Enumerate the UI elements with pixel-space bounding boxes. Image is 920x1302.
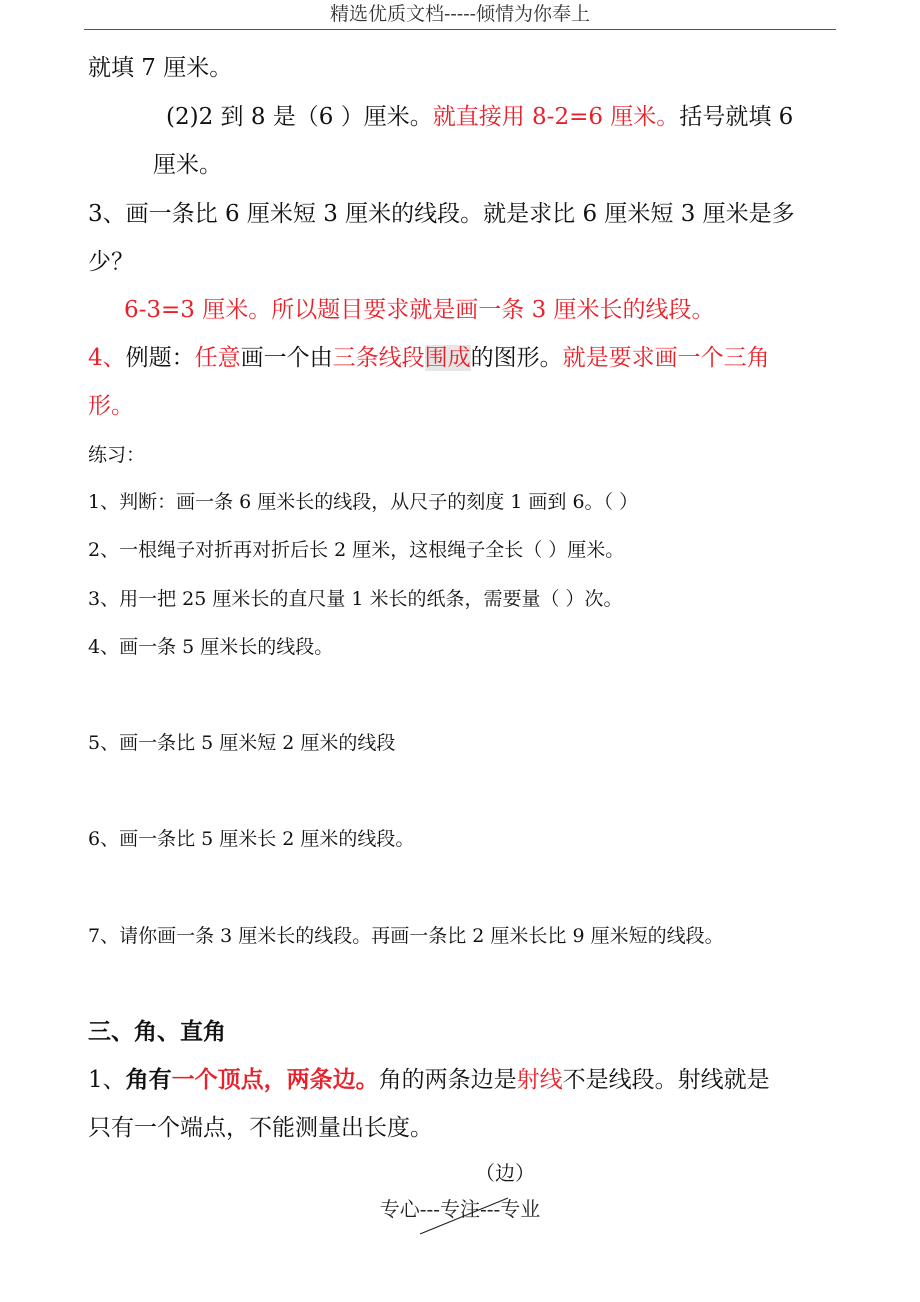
text-example: 例题： xyxy=(125,345,195,371)
section-p2: 只有一个端点，不能测量出长度。 xyxy=(88,1115,433,1141)
practice-q3: 3、用一把 25 厘米长的直尺量 1 米长的纸条，需要量（ ）次。 xyxy=(88,588,623,610)
text-vertex-sides: 一个顶点，两条边。 xyxy=(171,1066,379,1093)
text-three-segments: 三条线段 xyxy=(332,345,425,371)
line-item-4-cont: 形。 xyxy=(88,393,134,419)
practice-q1: 1、判断：画一条 6 厘米长的线段，从尺子的刻度 1 画到 6。（ ） xyxy=(88,491,639,513)
text-not-segment: 不是线段。射线就是 xyxy=(562,1067,770,1093)
section-title: 三、角、直角 xyxy=(88,1018,226,1045)
practice-q7: 7、请你画一条 3 厘米长的线段。再画一条比 2 厘米长比 9 厘米短的线段。 xyxy=(88,925,724,947)
text-num: 4、 xyxy=(88,345,126,371)
practice-q4: 4、画一条 5 厘米长的线段。 xyxy=(88,636,334,658)
text-question: (2)2 到 8 是（6 ）厘米。 xyxy=(166,104,433,130)
line-fill-7cm: 就填 7 厘米。 xyxy=(88,55,233,81)
text-answer: 括号就填 6 xyxy=(679,104,794,130)
edge-label: （边） xyxy=(475,1161,535,1185)
text-ray: 射线 xyxy=(516,1067,563,1093)
practice-q5: 5、画一条比 5 厘米短 2 厘米的线段 xyxy=(88,732,396,754)
page-header xyxy=(84,0,836,30)
text-draw: 画一个由 xyxy=(240,345,333,371)
section-p1 xyxy=(88,1065,770,1095)
line-cm: 厘米。 xyxy=(153,152,222,178)
line-item-4 xyxy=(88,343,770,373)
text-explanation: 就直接用 8-2=6 厘米。 xyxy=(432,104,680,130)
header-title: 精选优质文档-----倾情为你奉上 xyxy=(329,3,591,25)
footer-text: 专心---专注---专业 xyxy=(379,1197,541,1221)
text-sides-are: 角的两条边是 xyxy=(378,1067,517,1093)
text-enclose: 围成 xyxy=(424,345,471,371)
line-2-to-8 xyxy=(166,102,793,132)
line-item-3: 3、画一条比 6 厘米短 3 厘米的线段。就是求比 6 厘米短 3 厘米是多 xyxy=(88,201,795,227)
line-solution: 6-3=3 厘米。所以题目要求就是画一条 3 厘米长的线段。 xyxy=(124,297,715,323)
practice-title: 练习： xyxy=(88,444,146,466)
text-angle-has: 角有 xyxy=(125,1066,172,1093)
text-shape: 的图形。 xyxy=(470,345,563,371)
page-footer xyxy=(0,1194,920,1224)
practice-q6: 6、画一条比 5 厘米长 2 厘米的线段。 xyxy=(88,828,415,850)
text-any: 任意 xyxy=(194,345,241,371)
practice-q2: 2、一根绳子对折再对折后长 2 厘米，这根绳子全长（ ）厘米。 xyxy=(88,539,625,561)
line-item-3-cont: 少？ xyxy=(88,249,134,275)
text-num: 1、 xyxy=(88,1067,126,1093)
text-triangle: 就是要求画一个三角 xyxy=(562,345,770,371)
